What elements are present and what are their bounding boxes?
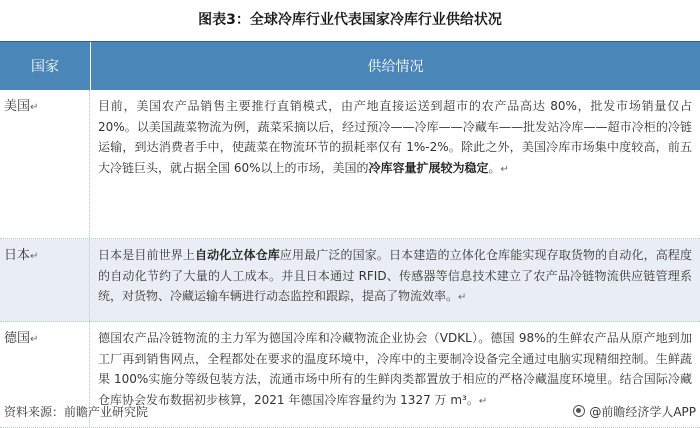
chart-title: 图表3：全球冷库行业代表国家冷库行业供给状况 <box>198 12 502 28</box>
country-cell: 美国↵ <box>0 90 90 238</box>
country-cell: 日本↵ <box>0 239 90 321</box>
supply-cell: 德国农产品冷链物流的主力军为德国冷库和冷藏物流企业协会（VDKL）。德国 98%的生鲜农产品从原产地到加工厂再到销售网点，全程都处在要求的温度环境中，冷库中的主要制冷设备完全通过电脑实现精细控制。生鲜蔬果 100%实施分等级包装方法，流通市场中所有的生鲜肉类都置放于相应的严格冷藏温度环境里。结合国际冷藏仓库协会发布数据初步核算，2021 年德国冷库容量约为 1327 万 m³。↵ <box>98 331 692 407</box>
supply-cell: 日本是目前世界上自动化立体仓库应用最广泛的国家。日本建造的立体化仓库能实现存取货物的自动化，高程度的自动化节约了大量的人工成本。并且日本通过 RFID、传感器等信息技术建立了农产品冷链物流供应链管理系统，对货物、冷藏运输车辆进行动态监控和跟踪，提高了物流效率。↵ <box>98 248 692 303</box>
country-cell: 德国↵ <box>0 322 90 427</box>
brand-text: @前瞻经济学人APP <box>589 404 696 419</box>
supply-table <box>0 41 700 428</box>
footer <box>0 398 700 424</box>
table-row-usa <box>0 90 700 239</box>
qianzhan-logo-icon <box>573 405 585 417</box>
emphasis-text: 冷库容量扩展较为稳定 <box>368 160 489 175</box>
supply-cell: 目前，美国农产品销售主要推行直销模式，由产地直接运送到超市的农产品高达 80%，批发市场销量仅占 20%。以美国蔬菜物流为例，蔬菜采摘以后，经过预冷——冷库——冷藏车——批发站冷库——超市冷柜的冷链运输，到达消费者手中，使蔬菜在物流环节的损耗率仅有 1%-2%。除此之外，美国冷库市场集中度较高，前五大冷链巨头，就占据全国 60%以上的市场，美国的冷库容量扩展较为稳定。↵ <box>98 99 692 175</box>
source-note: 资料来源：前瞻产业研究院 <box>4 404 149 419</box>
table-row-japan <box>0 239 700 322</box>
header-supply: 供给情况 <box>367 59 424 75</box>
table-header-row <box>0 42 700 90</box>
emphasis-text: 自动化立体仓库 <box>195 248 280 262</box>
header-country: 国家 <box>0 42 91 90</box>
brand-credit <box>573 403 700 420</box>
